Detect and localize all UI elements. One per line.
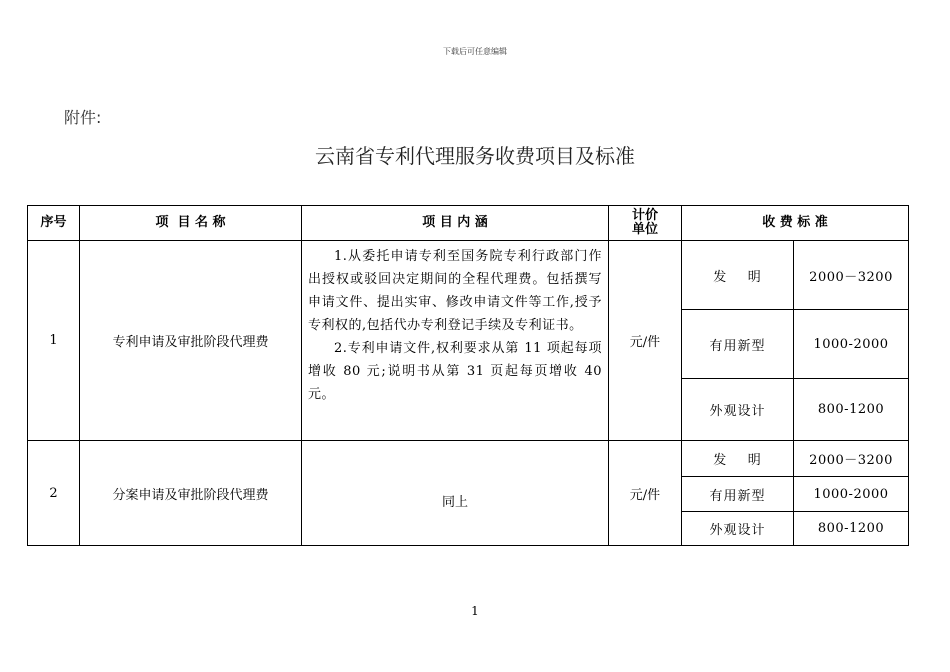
- attachment-label: 附件:: [64, 108, 102, 127]
- header-unit-line1: 计价: [631, 208, 658, 223]
- row2-fee-design: 800-1200: [794, 512, 909, 546]
- row1-fee-invention: 2000－3200: [794, 241, 909, 310]
- row2-item-content: 同上: [302, 441, 609, 546]
- row1-unit: 元/件: [609, 241, 682, 441]
- header-fee-standard: 收 费 标 准: [682, 206, 909, 241]
- header-seq: 序号: [28, 206, 80, 241]
- row2-unit: 元/件: [609, 441, 682, 546]
- document-title: 云南省专利代理服务收费项目及标准: [315, 144, 635, 168]
- row2-item-name: 分案申请及审批阶段代理费: [80, 441, 302, 546]
- table-row: [28, 441, 909, 477]
- row1-seq: 1: [28, 241, 80, 441]
- row2-fee-type-utility: 有用新型: [682, 477, 794, 512]
- row1-content-para1: 1.从委托申请专利至国务院专利行政部门作出授权或驳回决定期间的全程代理费。包括撰写申请文件、提出实审、修改申请文件等工作,授予专利权的,包括代办专利登记手续及专利证书。: [308, 249, 602, 333]
- header-unit-line2: 单位: [631, 222, 658, 237]
- row2-seq: 2: [28, 441, 80, 546]
- row2-fee-utility: 1000-2000: [794, 477, 909, 512]
- table-header-row: [28, 206, 909, 241]
- row1-item-content: [302, 241, 609, 441]
- row1-fee-type-utility: 有用新型: [682, 310, 794, 379]
- row2-fee-invention: 2000－3200: [794, 441, 909, 477]
- row2-fee-type-invention: 发 明: [682, 441, 794, 477]
- row1-fee-type-invention: 发 明: [682, 241, 794, 310]
- row2-fee-type-design: 外观设计: [682, 512, 794, 546]
- table-row: [28, 241, 909, 310]
- header-unit: [609, 206, 682, 241]
- row1-fee-type-design: 外观设计: [682, 379, 794, 441]
- header-item-name: 项 目 名 称: [80, 206, 302, 241]
- page-header-note: 下载后可任意编辑: [443, 47, 507, 56]
- fee-standard-table: [27, 205, 909, 546]
- header-item-content: 项 目 内 涵: [302, 206, 609, 241]
- row1-content-para2: 2.专利申请文件,权利要求从第 11 项起每项增收 80 元;说明书从第 31 页起每页增收 40 元。: [308, 341, 602, 402]
- row1-item-name: 专利申请及审批阶段代理费: [80, 241, 302, 441]
- page-number: 1: [471, 604, 479, 618]
- row1-fee-design: 800-1200: [794, 379, 909, 441]
- row1-fee-utility: 1000-2000: [794, 310, 909, 379]
